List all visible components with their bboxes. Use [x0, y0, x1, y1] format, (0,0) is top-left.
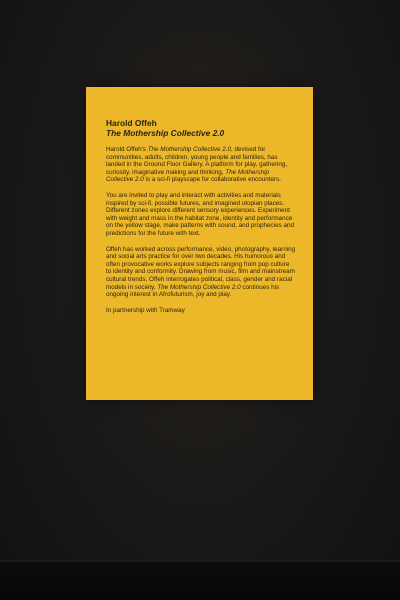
exhibition-text-panel: [86, 87, 313, 400]
gallery-floor: [0, 560, 400, 600]
paragraph-text: Offeh has worked across performance, video, photography, learning and social arts practice for over two decades. His humorous and often provocative works explore subjects ranging from pop culture to identity and conformity. Drawing from music, film and mainstream cultural trends, Offeh interrogates political, class, gender and racial models in society.: [106, 245, 296, 291]
paragraph-text: Harold Offeh's: [106, 146, 148, 153]
italic-title-text: The Mothership Collective 2.0: [106, 168, 269, 184]
exhibition-title: The Mothership Collective 2.0: [106, 128, 225, 138]
floor-edge: [0, 560, 400, 562]
italic-title-text: The Mothership Collective 2.0: [147, 146, 231, 153]
body-paragraph: [106, 307, 296, 315]
body-paragraph: [106, 192, 296, 238]
paragraph-text: , devised for communities, adults, children, young people and families, has landed in the Ground Floor Gallery. A platform for play, gathering, curiosity, imaginative making and thinking,: [106, 146, 288, 176]
paragraph-text: In partnership with Tramway: [106, 306, 185, 314]
paragraph-text: is a sci-fi playscape for collaborative encounters.: [143, 176, 282, 184]
paragraph-text: continues his ongoing interest in Afrofuturism, joy and play.: [106, 283, 280, 299]
artist-name: Harold Offeh: [106, 118, 157, 128]
paragraph-text: You are invited to play and interact with activities and materials inspired by sci-fi, possible futures, and imagined utopian places. Different zones explore different sensory experiences. Experiment with weight and mass in the habitat zone, identity and performance on the yellow stage, make patterns with sound, and prophecies and predictions for the future with text.: [106, 191, 294, 237]
italic-title-text: The Mothership Collective 2.0: [157, 283, 241, 291]
panel-body: [106, 146, 296, 314]
body-paragraph: [106, 246, 296, 299]
body-paragraph: [106, 146, 296, 184]
